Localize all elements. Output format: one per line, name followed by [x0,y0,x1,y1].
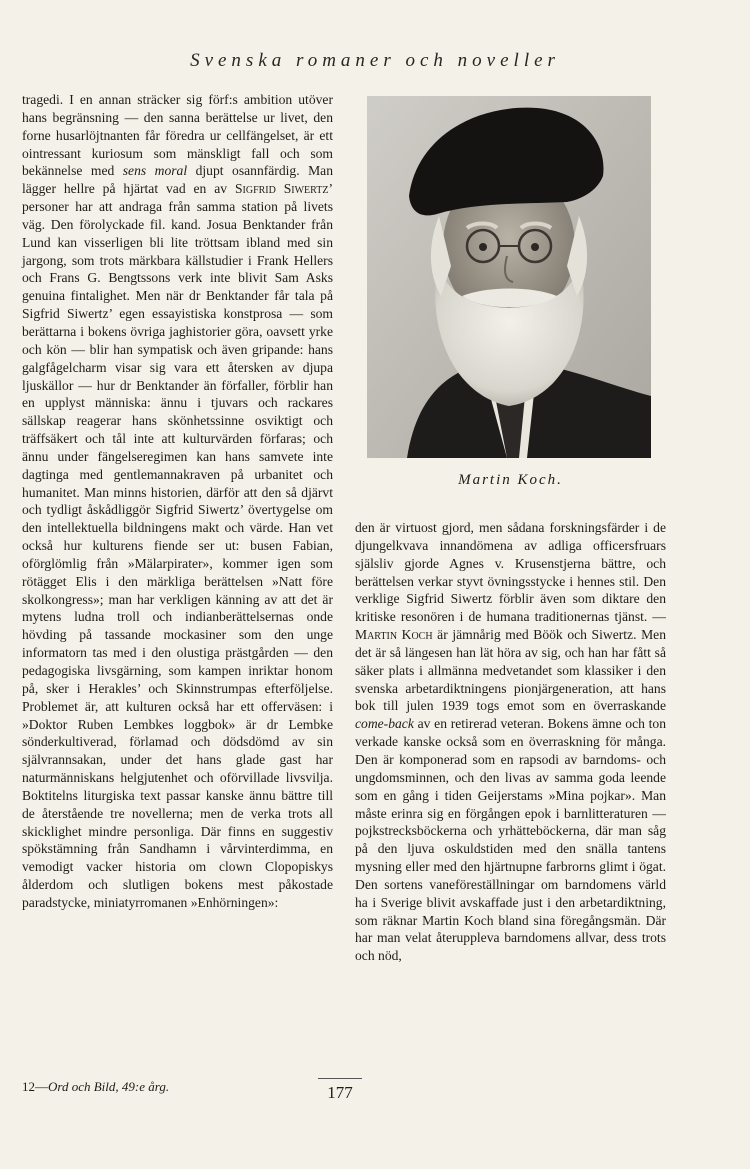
figure-caption: Martin Koch. [458,472,563,488]
text-run: Martin Koch [355,627,433,643]
text-run: är jämnårig med Böök och Siwertz. Men det är så längesen han lät höra av sig, och han har fått så säker plats i allmänna medvetandet som klassiker i den svenska arbetardiktningens pionjärgeneration, att hans bok till julen 1939 togs emot som en överraskande [355,627,666,714]
text-run: tragedi. I en annan sträcker sig förf:s ambition utöver hans begränsning — den sanna berättelse ur livet, den forne husarlöjtnanten får föredra ur cellfängelset, är ett ointressant kuriosum som mänskligt fall och som bekännelse med [22,92,333,179]
text-run: ’ personer har att andraga från samma station på livets väg. Den förolyckade fil. kand. Josua Benktander från Lund kan visserligen bli lite tröttsam ibland med sin jargong, som trots märkbara källstudier i Frank Hellers och Frans G. Bengtssons verk inte blivit Sam Asks genuina fintalighet. Men när dr Benktander får tala på Sigfrid Siwertz’ egen essayistiska konstprosa — som berättarna i bokens övriga jaghistorier göra, oavsett yrke och kön — blir han sympatisk och även gripande: hans galgfågelcharm visar sig vara ett återsken av djupa ljuskällor — hur dr Benktander än förfaller, förblir han en upplyst människa: ännu i tjuvars och rackares sällskap reagerar hans skönhetssinne osviktigt och träffsäkert och tål inte att kulturvärden förfaras; och ännu under fängelseregimen kan hans samvete inte dagtinga med gentlemannakraven på urbanitet och humanitet. Man minns historien, därför att den så djärvt och tydligt åskådliggör Sigfrid Siwertz’ övertygelse om den intellektuella bildningens makt och värde. Han vet också hur kulturens fiende ser ut: busen Fabian, oförglömlig från »Mälarpirater», kommer igen som rötägget Elis i den märkliga berättelsen »Natt före skolkongress»; man har verkligen känning av att det är mytens ludna troll och indianberättelsernas onde hövding på tassande mockasiner som den unge informatorn tas med i den olustiga prästgården — den pedagogiska livsgärning, som kampen inriktar honom på, sker i Herakles’ och Skinnstrumpas efterföljelse. Problemet är, att kulturen också har ett offerväsen: i »Doktor Ruben Lembkes loggbok» är dr Lembke sönderkultiverad, förlamad och dödsdömd av sin självrannsakan, under det hans glade gast har naturmänniskans helgjutenhet och oförvillade livsvilja. Boktitelns liturgiska text passar kanske ännu bättre till de återstående tre novellerna; men de verka trots all skicklighet mindre personliga. Där finns en suggestiv spökstämning från Sandhamn i vårvinterdimma, en vemodigt vacker historia om clown Clopopiskys ålderdom och slutligen bokens mest påkostade paradstycke, miniatyrromanen »Enhörningen»: [22,181,333,910]
right-column [355,519,666,965]
text-run: djupt osannfärdig. Man lägger hellre på hjärtat vad en av [22,163,333,197]
running-header: Svenska romaner och noveller [190,50,560,71]
signature-number: 12 [22,1079,35,1094]
text-run: Sigfrid Siwertz [234,181,329,197]
signature-dash: — [35,1079,48,1094]
text-run: av en retirerad veteran. Bokens ämne och ton verkade kanske också som en överraskning för många. Den är komponerad som en rapsodi av barndoms- och ungdomsminnen, och den livas av samma goda leende som en gång i tiden Geijerstams »Mina pojkar». Man måste erinra sig en förgången epok i barnlitteraturen — pojkstrecksböckerna och yrhätteböckerna, där man såg på den ljuva oskuldstiden med den snälla tantens mysning eller med den hjärtnupne farbrorns glimt i ögat. Den sortens vaneföreställningar om barndomens värld ha i Sverige blivit avskaffade just i den arbetardiktning, som räknar Martin Koch bland sina föregångsmän. Där har man velat återuppleva barndomens allvar, dess trots och nöd, [355,716,666,964]
portrait-photo-icon [367,96,651,458]
journal-name: Ord och Bild, 49:e årg. [48,1079,170,1094]
page-number-rule [318,1078,362,1079]
author-portrait [367,96,651,458]
text-run: sens moral [122,163,188,179]
right-column-text [355,519,666,965]
left-column [22,91,333,912]
left-column-text [22,91,333,912]
text-run: den är virtuost gjord, men sådana forskningsfärder i de djungelkvava innandömena av adliga officersfruars själsliv gjorde Agnes v. Krusenstjerna bättre, och berättelsen verkar styvt övningsstycke i hennes stil. Den verklige Sigfrid Siwertz förblir även som diktare den kritiske resonören i de humana traditionernas tjänst. — [355,520,666,625]
footer-signature [22,1079,169,1095]
page-number: 177 [327,1083,353,1102]
text-run: come-back [355,716,414,732]
